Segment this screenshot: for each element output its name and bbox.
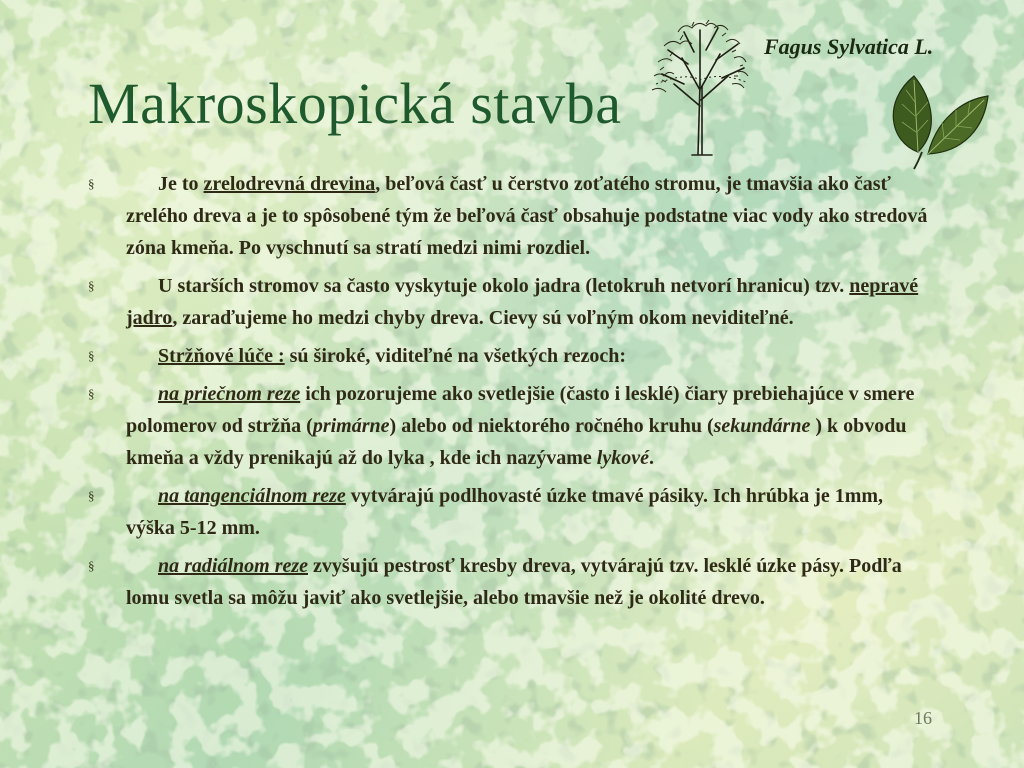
- bullet-item: [84, 168, 932, 264]
- bullet-item: [84, 378, 932, 474]
- bullet-marker-icon: §: [88, 278, 95, 293]
- bullet-text: Stržňové lúče : sú široké, viditeľné na všetkých rezoch:: [158, 345, 627, 367]
- bullet-text: U starších stromov sa často vyskytuje okolo jadra (letokruh netvorí hranicu) tzv. nepravé jadro, zaraďujeme ho medzi chyby dreva. Cievy sú voľným okom neviditeľné.: [126, 275, 919, 329]
- bullet-item: [84, 340, 932, 372]
- bullet-text: Je to zrelodrevná drevina, beľová časť u čerstvo zoťatého stromu, je tmavšia ako časť zrelého dreva a je to spôsobené tým že beľová časť obsahuje podstatne viac vody ako stredová zóna kmeňa. Po vyschnutí sa stratí medzi nimi rozdiel.: [126, 173, 928, 259]
- beech-leaves-icon: [884, 72, 990, 170]
- bullet-item: [84, 550, 932, 614]
- bullet-marker-icon: §: [88, 348, 95, 363]
- tree-icon: [644, 14, 756, 156]
- bullet-item: [84, 270, 932, 334]
- page-number: 16: [914, 708, 932, 728]
- species-label: Fagus Sylvatica L.: [764, 34, 934, 59]
- bullet-marker-icon: §: [88, 558, 95, 573]
- bullet-marker-icon: §: [88, 488, 95, 503]
- bullet-text: na radiálnom reze zvyšujú pestrosť kresby dreva, vytvárajú tzv. lesklé úzke pásy. Podľa lomu svetla sa môžu javiť ako svetlejšie, alebo tmavšie než je okolité drevo.: [126, 555, 902, 609]
- bullet-text: na priečnom reze ich pozorujeme ako svetlejšie (často i lesklé) čiary prebiehajúce v smere polomerov od stržňa (primárne) alebo od niektorého ročného kruhu (sekundárne ) k obvodu kmeňa a vždy prenikajú až do lyka , kde ich nazývame lykové.: [126, 383, 915, 469]
- bullet-text: na tangenciálnom reze vytvárajú podlhovasté úzke tmavé pásiky. Ich hrúbka je 1mm, výška 5-12 mm.: [126, 485, 884, 539]
- bullet-marker-icon: §: [88, 386, 95, 401]
- bullet-list: [84, 168, 932, 620]
- bullet-marker-icon: §: [88, 176, 95, 191]
- bullet-item: [84, 480, 932, 544]
- slide-title: Makroskopická stavba: [88, 71, 622, 136]
